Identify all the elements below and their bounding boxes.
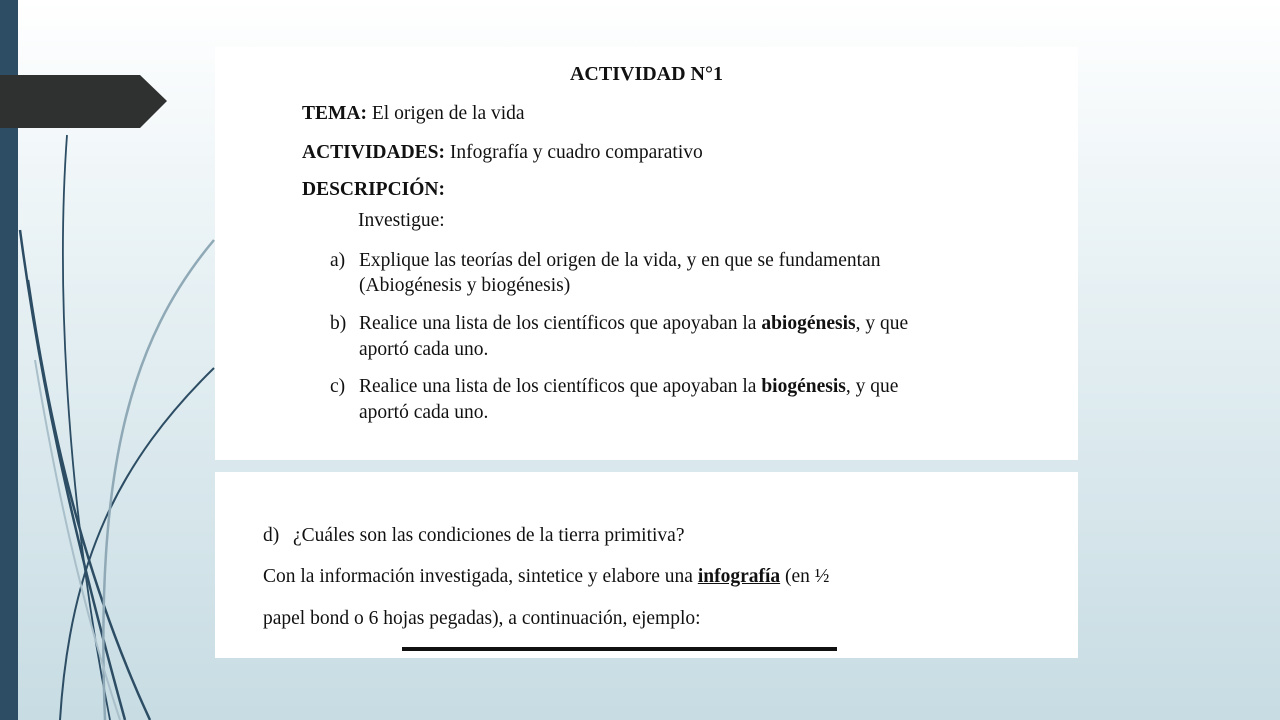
papel-line: papel bond o 6 hojas pegadas), a continuación, ejemplo: bbox=[263, 608, 701, 629]
infografia-text: Con la información investigada, sintetice y elabore una bbox=[263, 566, 698, 587]
item-b-marker: b) bbox=[330, 313, 347, 334]
descripcion-line bbox=[302, 179, 445, 201]
tema-label: TEMA: bbox=[302, 103, 367, 124]
item-b-text-end: , y que bbox=[855, 313, 909, 334]
tema-line bbox=[302, 103, 525, 125]
item-d-text: ¿Cuáles son las condiciones de la tierra primitiva? bbox=[293, 525, 685, 546]
activity-title: ACTIVIDAD N°1 bbox=[569, 63, 723, 85]
infografia-text-end: (en ½ bbox=[780, 566, 830, 587]
item-b-line2: aportó cada uno. bbox=[359, 339, 489, 360]
item-d-marker: d) bbox=[263, 525, 280, 546]
item-c-line2: aportó cada uno. bbox=[359, 402, 489, 423]
item-c-line1 bbox=[359, 376, 898, 398]
item-a-marker: a) bbox=[330, 250, 346, 271]
item-c-text: Realice una lista de los científicos que apoyaban la bbox=[359, 376, 762, 397]
actividades-value: Infografía y cuadro comparativo bbox=[445, 142, 703, 163]
investigue-text: Investigue: bbox=[358, 210, 445, 231]
item-c-text-end: , y que bbox=[845, 376, 899, 397]
item-b-text: Realice una lista de los científicos que apoyaban la bbox=[359, 313, 762, 334]
divider-line bbox=[402, 647, 837, 651]
item-c-marker: c) bbox=[330, 376, 346, 397]
tema-value: El origen de la vida bbox=[367, 103, 525, 124]
infografia-line bbox=[263, 566, 829, 588]
actividades-label: ACTIVIDADES: bbox=[302, 142, 446, 163]
item-a-line1: Explique las teorías del origen de la vida, y en que se fundamentan bbox=[359, 250, 881, 271]
arrow-tab bbox=[0, 75, 167, 128]
item-a-line2: (Abiogénesis y biogénesis) bbox=[359, 275, 571, 296]
activity-panel bbox=[215, 47, 1078, 460]
item-b-line1 bbox=[359, 313, 908, 335]
item-b-bold-term: abiogénesis bbox=[761, 313, 856, 334]
item-c-bold-term: biogénesis bbox=[761, 376, 846, 397]
infografia-term: infografía bbox=[697, 566, 781, 587]
descripcion-label: DESCRIPCIÓN: bbox=[302, 179, 446, 200]
actividades-line bbox=[302, 142, 703, 164]
continuation-panel bbox=[215, 472, 1078, 658]
